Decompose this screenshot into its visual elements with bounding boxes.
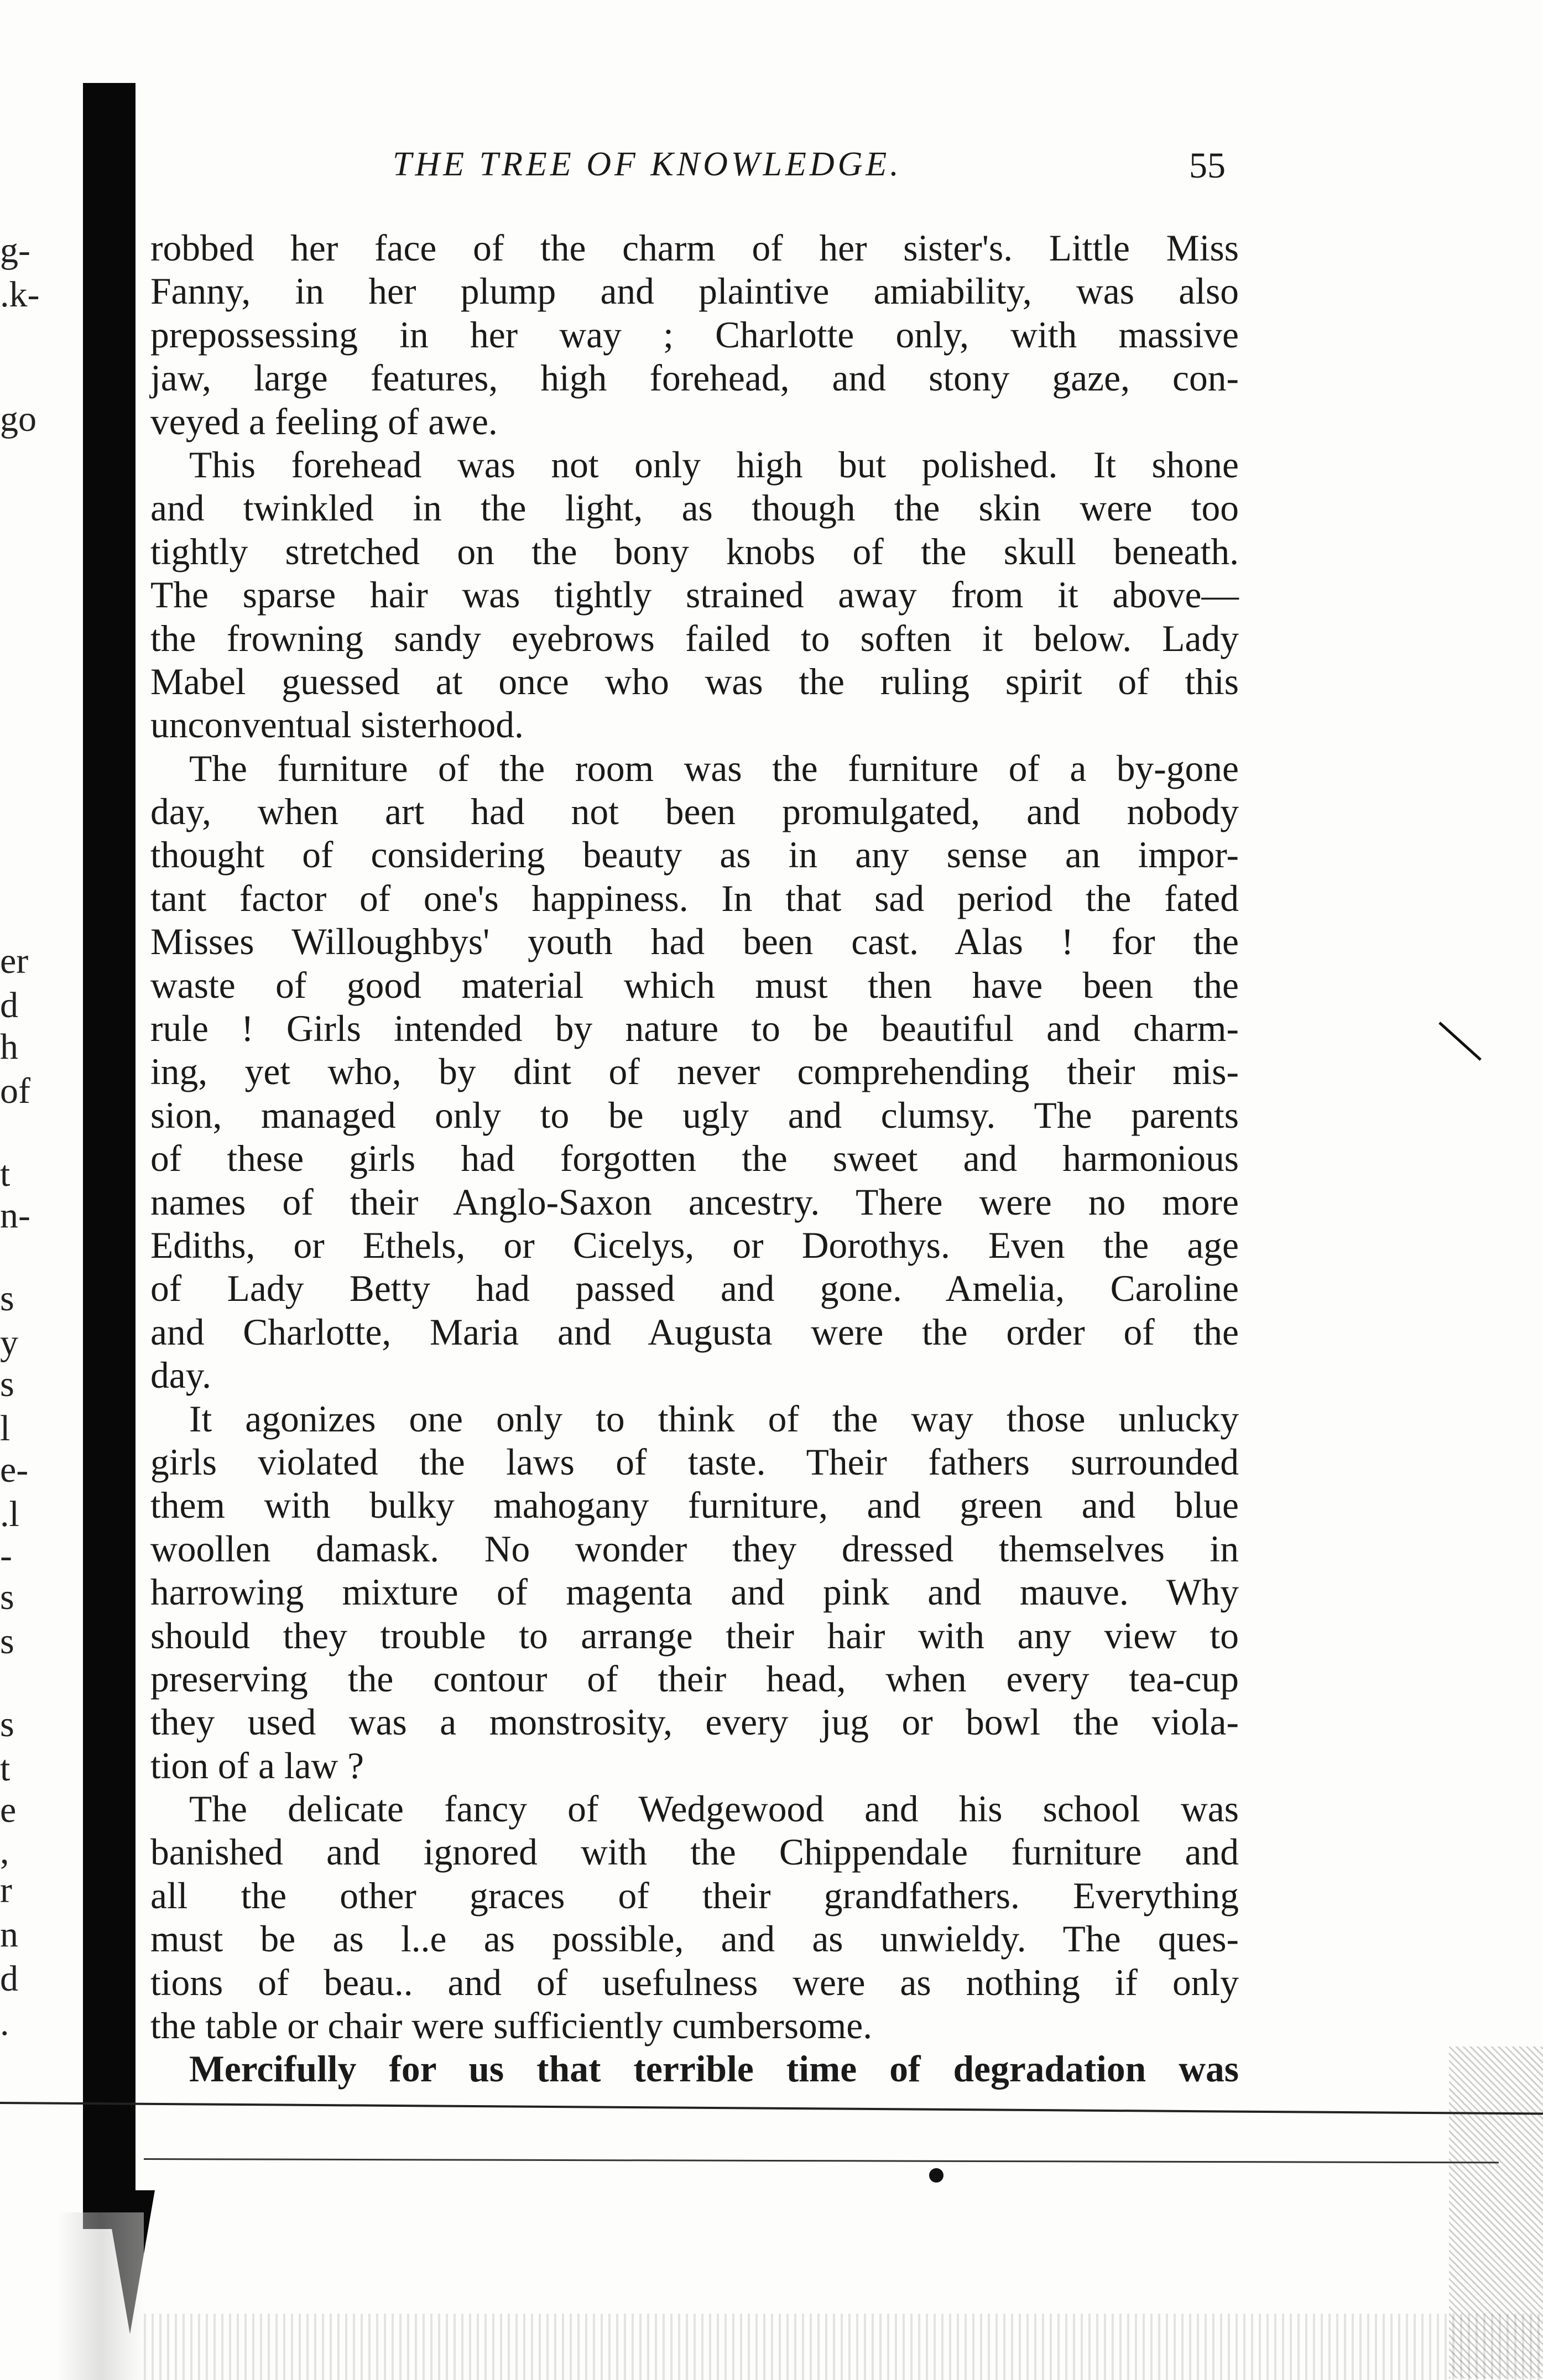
margin-fragment: t	[0, 1748, 11, 1789]
text-line: banished and ignored with the Chippendale furniture and	[150, 1831, 1239, 1873]
margin-fragment: go	[0, 399, 37, 439]
margin-fragment: s	[0, 1704, 14, 1744]
text-line: ing, yet who, by dint of never comprehending their mis-	[150, 1051, 1239, 1093]
text-line: day.	[150, 1355, 211, 1397]
body-text	[150, 227, 1239, 2091]
binding-foot-smudge	[0, 2212, 144, 2380]
text-line: the frowning sandy eyebrows failed to soften it below. Lady	[150, 617, 1239, 659]
margin-fragment: t	[0, 1154, 11, 1194]
text-line: Ediths, or Ethels, or Cicelys, or Dorothys. Even the age	[150, 1224, 1239, 1266]
text-line: and twinkled in the light, as though the skin were too	[150, 487, 1239, 529]
margin-fragment: .	[0, 2003, 9, 2043]
text-line: sion, managed only to be ugly and clumsy. The parents	[150, 1094, 1239, 1136]
margin-fragment: s	[0, 1278, 14, 1319]
text-line: tions of beau.. and of usefulness were as nothing if only	[150, 1961, 1239, 2003]
text-line: preserving the contour of their head, when every tea-cup	[150, 1658, 1239, 1700]
text-line: rule ! Girls intended by nature to be beautiful and charm-	[150, 1008, 1239, 1050]
text-line: them with bulky mahogany furniture, and green and blue	[150, 1485, 1239, 1527]
binding-shadow	[83, 83, 135, 2229]
ink-blot	[929, 2168, 943, 2183]
text-line: day, when art had not been promulgated, and nobody	[150, 791, 1239, 833]
text-line: harrowing mixture of magenta and pink and mauve. Why	[150, 1571, 1239, 1613]
text-line: prepossessing in her way ; Charlotte only, with massive	[150, 314, 1239, 356]
text-line: unconventual sisterhood.	[150, 704, 524, 746]
text-line: The sparse hair was tightly strained away from it above—	[150, 574, 1239, 616]
text-line: Mercifully for us that terrible time of degradation was	[189, 2048, 1239, 2090]
margin-fragment: ,	[0, 1831, 9, 1872]
text-line: This forehead was not only high but polished. It shone	[189, 444, 1239, 486]
text-line: names of their Anglo-Saxon ancestry. There were no more	[150, 1181, 1239, 1223]
margin-fragment: s	[0, 1621, 14, 1662]
text-line: tightly stretched on the bony knobs of the skull beneath.	[150, 530, 1239, 572]
text-line: thought of considering beauty as in any sense an impor-	[150, 834, 1239, 876]
text-line: should they trouble to arrange their hair with any view to	[150, 1615, 1239, 1657]
text-line: It agonizes one only to think of the way those unlucky	[189, 1398, 1239, 1440]
margin-fragment: of	[0, 1071, 30, 1111]
text-line: Fanny, in her plump and plaintive amiability, was also	[150, 270, 1239, 313]
margin-fragment: r	[0, 1870, 12, 1910]
text-line: of these girls had forgotten the sweet and harmonious	[150, 1138, 1239, 1180]
text-line: must be as l..e as possible, and as unwieldy. The ques-	[150, 1918, 1239, 1960]
text-line: they used was a monstrosity, every jug or bowl the viola-	[150, 1701, 1239, 1743]
margin-fragment: n-	[0, 1195, 30, 1236]
margin-fragment: d	[0, 1959, 18, 1999]
margin-fragment: h	[0, 1027, 18, 1067]
running-title: THE TREE OF KNOWLEDGE.	[393, 145, 902, 183]
text-line: Mabel guessed at once who was the ruling spirit of this	[150, 660, 1239, 702]
scan-noise-bottom	[144, 2314, 1543, 2380]
text-line: woollen damask. No wonder they dressed themselves in	[150, 1528, 1239, 1570]
text-line: Misses Willoughbys' youth had been cast. Alas ! for the	[150, 921, 1239, 963]
text-line: jaw, large features, high forehead, and stony gaze, con-	[150, 357, 1239, 399]
text-line: and Charlotte, Maria and Augusta were the order of the	[150, 1311, 1239, 1353]
margin-fragment: s	[0, 1577, 14, 1617]
text-line: waste of good material which must then have been the	[150, 964, 1239, 1006]
margin-fragment: -	[0, 1535, 12, 1576]
text-line: robbed her face of the charm of her sister's. Little Miss	[150, 227, 1239, 269]
text-line: of Lady Betty had passed and gone. Amelia, Caroline	[150, 1268, 1239, 1310]
running-head	[149, 145, 1255, 195]
margin-fragment: e-	[0, 1450, 29, 1490]
text-line: veyed a feeling of awe.	[150, 400, 498, 442]
margin-fragment: .k-	[0, 274, 40, 315]
text-line: The furniture of the room was the furniture of a by-gone	[189, 747, 1239, 789]
margin-fragment: e	[0, 1790, 17, 1830]
text-line: The delicate fancy of Wedgewood and his school was	[189, 1788, 1239, 1830]
margin-fragment: er	[0, 941, 29, 981]
margin-fragment: l	[0, 1408, 11, 1449]
margin-fragment: y	[0, 1322, 18, 1363]
margin-fragment: g-	[0, 230, 30, 270]
text-line: tant factor of one's happiness. In that sad period the fated	[150, 877, 1239, 919]
text-line: tion of a law ?	[150, 1744, 364, 1787]
page-number: 55	[1189, 145, 1226, 186]
margin-fragment: s	[0, 1364, 14, 1404]
margin-fragment: n	[0, 1914, 18, 1955]
margin-fragment: d	[0, 985, 18, 1025]
text-line: all the other graces of their grandfathers. Everything	[150, 1874, 1239, 1917]
margin-fragment: .l	[0, 1494, 19, 1534]
text-line: the table or chair were sufficiently cumbersome.	[150, 2005, 873, 2047]
text-line: girls violated the laws of taste. Their fathers surrounded	[150, 1441, 1239, 1483]
